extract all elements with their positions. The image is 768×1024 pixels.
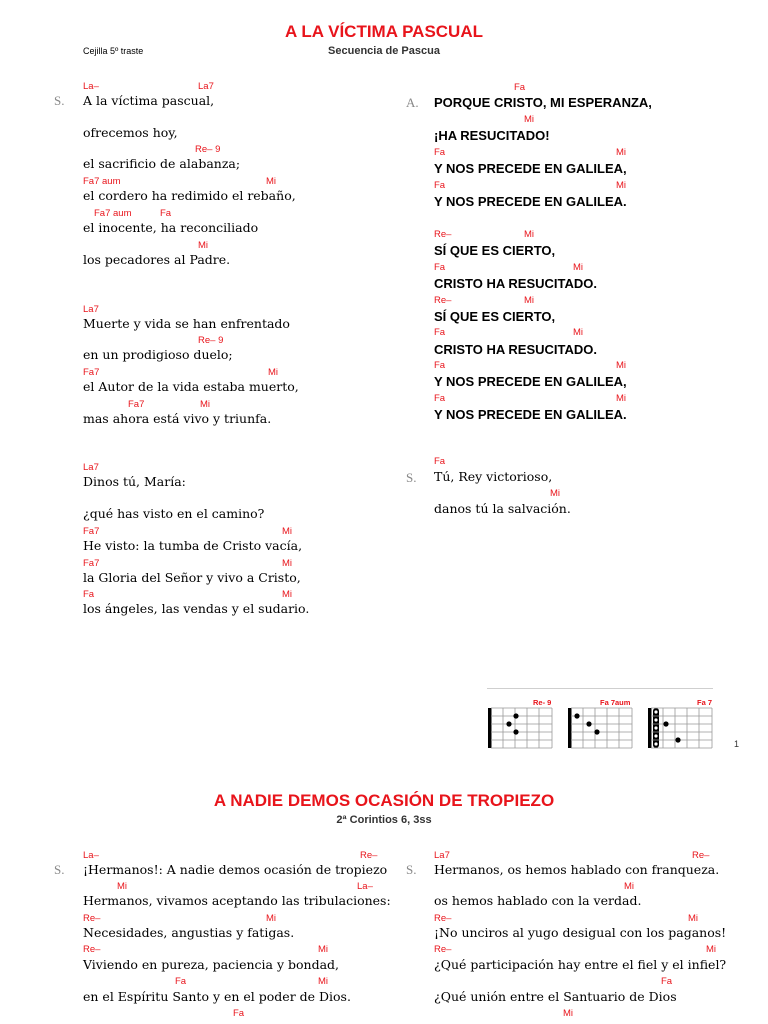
chord-diagrams [486, 706, 718, 752]
lyric-line: ¡HA RESUCITADO! [434, 128, 550, 143]
lyric-line: el cordero ha redimido el rebaño, [83, 188, 296, 203]
chord-diagram-label: Fa 7aum [600, 698, 631, 707]
assembly-marker: A. [406, 95, 419, 110]
chord: Fa7 [83, 526, 100, 537]
chord: Fa7 [83, 558, 100, 569]
chord: Mi [706, 944, 717, 955]
chord: Fa7 [83, 367, 100, 378]
chord: Re– [83, 944, 101, 955]
chord: Mi [688, 913, 699, 924]
chord: Mi [282, 526, 293, 537]
lyric-line: Y NOS PRECEDE EN GALILEA. [434, 194, 627, 209]
chord: Mi [616, 360, 627, 371]
chord: Fa [83, 589, 95, 600]
chord: Fa [434, 262, 446, 273]
lyric-line: PORQUE CRISTO, MI ESPERANZA, [434, 95, 652, 110]
chord: Fa [434, 327, 446, 338]
chord-diagram-fa-7aum [568, 708, 632, 748]
lyric-line: CRISTO HA RESUCITADO. [434, 342, 597, 357]
chord: Mi [266, 913, 277, 924]
chord: La7 [83, 462, 99, 473]
capo-note: Cejilla 5º traste [83, 46, 144, 56]
song-subtitle: Secuencia de Pascua [328, 45, 440, 57]
chord: Fa [233, 1008, 245, 1019]
lyric-line: Dinos tú, María: [83, 474, 186, 489]
lyric-line: He visto: la tumba de Cristo vacía, [83, 538, 303, 553]
chord: Fa [160, 208, 172, 219]
song-subtitle: 2ª Corintios 6, 3ss [336, 814, 432, 826]
song-title: A LA VÍCTIMA PASCUAL [284, 22, 483, 41]
chord: La7 [198, 81, 214, 92]
chord: Mi [266, 176, 277, 187]
chord: Re– [83, 913, 101, 924]
chord: La7 [83, 304, 99, 315]
chord: La– [83, 850, 99, 861]
chord: Re– [434, 229, 452, 240]
lyric-line: ¡Hermanos!: A nadie demos ocasión de tropiezo [83, 862, 388, 877]
chord: Mi [624, 881, 635, 892]
chord: Re– [434, 295, 452, 306]
chord: Re– 9 [198, 335, 224, 346]
chord: Mi [524, 114, 535, 125]
chord: La7 [434, 850, 450, 861]
chord: La– [357, 881, 373, 892]
chord: Mi [282, 589, 293, 600]
chord: Fa7 [128, 399, 145, 410]
lyric-line: A la víctima pascual, [83, 93, 215, 108]
soloist-marker: S. [54, 862, 65, 877]
chord: Mi [550, 488, 561, 499]
divider-line [487, 688, 713, 689]
chord: Re– 9 [195, 144, 221, 155]
lyric-line: Muerte y vida se han enfrentado [83, 316, 290, 331]
chord-diagram-re-9 [488, 708, 552, 748]
lyric-line: Viviendo en pureza, paciencia y bondad, [83, 957, 340, 972]
soloist-marker: S. [54, 93, 65, 108]
chord: Fa [434, 360, 446, 371]
lyric-line: Y NOS PRECEDE EN GALILEA. [434, 407, 627, 422]
chord: Mi [117, 881, 128, 892]
chord: Mi [318, 944, 329, 955]
lyric-line: ¿Qué unión entre el Santuario de Dios [434, 989, 677, 1004]
lyric-line: Hermanos, vivamos aceptando las tribulaciones: [83, 893, 391, 908]
lyric-line: los ángeles, las vendas y el sudario. [83, 601, 310, 616]
chord-diagram-label: Fa 7 [697, 698, 713, 707]
lyric-line: SÍ QUE ES CIERTO, [434, 309, 556, 324]
chord: Fa [661, 976, 673, 987]
lyric-line: Y NOS PRECEDE EN GALILEA, [434, 161, 627, 176]
song-title: A NADIE DEMOS OCASIÓN DE TROPIEZO [213, 791, 555, 810]
lyric-line: en el Espíritu Santo y en el poder de Dios. [83, 989, 351, 1004]
lyric-line: el sacrificio de alabanza; [83, 156, 241, 171]
soloist-marker: S. [406, 862, 417, 877]
chord: Mi [524, 295, 535, 306]
lyric-line: la Gloria del Señor y vivo a Cristo, [83, 570, 301, 585]
lyric-line: Y NOS PRECEDE EN GALILEA, [434, 374, 627, 389]
chord: Mi [282, 558, 293, 569]
chord: Mi [563, 1008, 574, 1019]
lyric-line: SÍ QUE ES CIERTO, [434, 243, 556, 258]
lyric-line: en un prodigioso duelo; [83, 347, 233, 362]
chord: Fa7 aum [94, 208, 132, 219]
chord: Re– [434, 913, 452, 924]
chord: Mi [616, 180, 627, 191]
lyric-line: mas ahora está vivo y triunfa. [83, 411, 272, 426]
chord: Fa [434, 393, 446, 404]
chord: Fa [175, 976, 187, 987]
chord: Mi [524, 229, 535, 240]
lyric-line: ofrecemos hoy, [83, 125, 178, 140]
lyric-line: ¡No unciros al yugo desigual con los paganos! [434, 925, 727, 940]
lyric-line: Necesidades, angustias y fatigas. [83, 925, 295, 940]
chord: Re– [360, 850, 378, 861]
chord: Mi [573, 327, 584, 338]
lyric-line: el Autor de la vida estaba muerto, [83, 379, 299, 394]
lyric-line: ¿Qué participación hay entre el fiel y el infiel? [434, 957, 727, 972]
chord: Mi [198, 240, 209, 251]
chord: Mi [616, 393, 627, 404]
chord: Mi [318, 976, 329, 987]
chord: Mi [268, 367, 279, 378]
chord: Fa [514, 82, 526, 93]
page-number: 1 [734, 739, 740, 749]
lyric-line: Tú, Rey victorioso, [434, 469, 553, 484]
chord: Fa [434, 456, 446, 467]
lyric-line: el inocente, ha reconciliado [83, 220, 259, 235]
lyric-line: danos tú la salvación. [434, 501, 571, 516]
chord: Fa7 aum [83, 176, 121, 187]
chord: Re– [434, 944, 452, 955]
lyric-line: Hermanos, os hemos hablado con franqueza. [434, 862, 720, 877]
chord-diagram-label: Re- 9 [533, 698, 552, 707]
lyric-line: CRISTO HA RESUCITADO. [434, 276, 597, 291]
lyric-line: os hemos hablado con la verdad. [434, 893, 642, 908]
chord: Mi [616, 147, 627, 158]
lyric-line: los pecadores al Padre. [83, 252, 231, 267]
chord: Mi [200, 399, 211, 410]
chord: La– [83, 81, 99, 92]
chord: Fa [434, 180, 446, 191]
chord-diagram-fa-7 [648, 708, 712, 748]
soloist-marker: S. [406, 470, 417, 485]
chord: Re– [692, 850, 710, 861]
chord: Fa [434, 147, 446, 158]
lyric-line: ¿qué has visto en el camino? [83, 506, 265, 521]
chord: Mi [573, 262, 584, 273]
